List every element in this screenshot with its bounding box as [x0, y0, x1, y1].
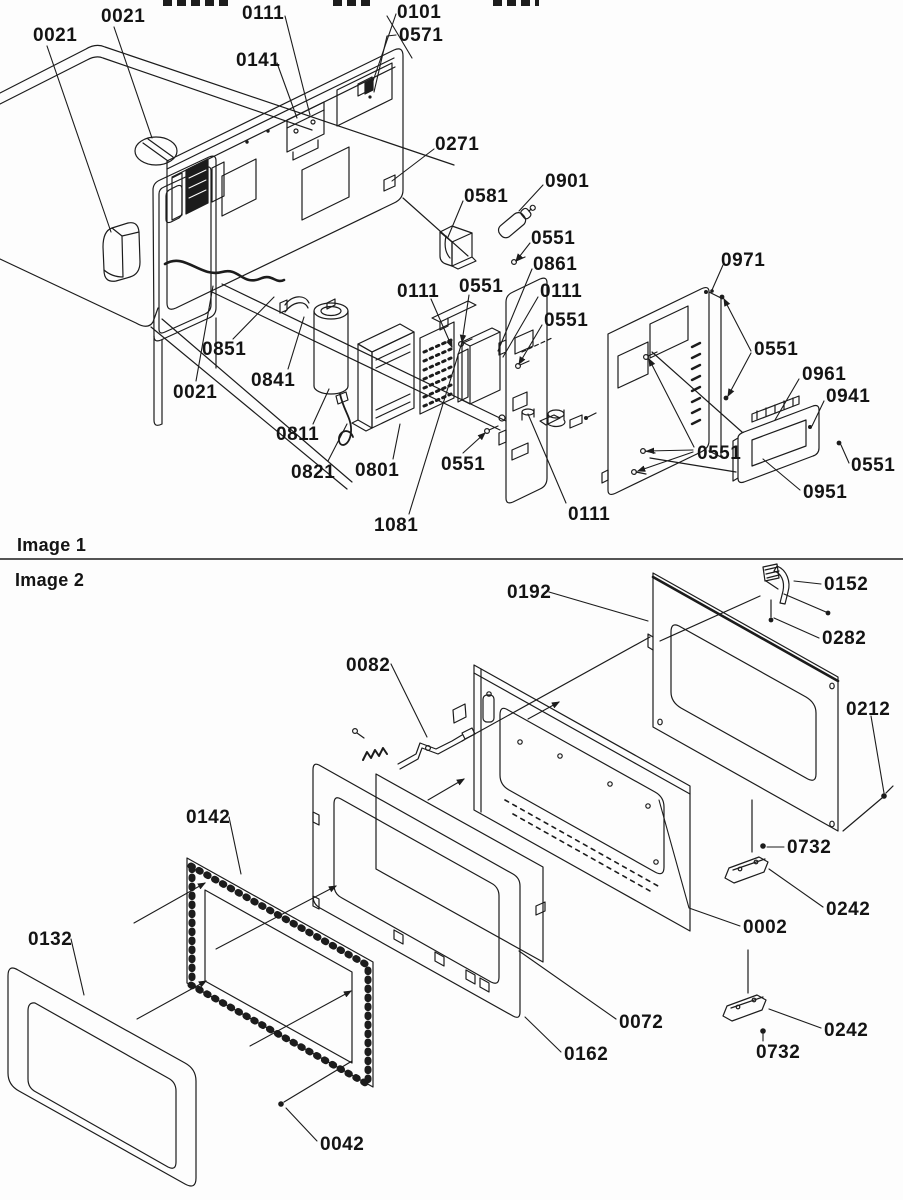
callout-0132: 0132: [28, 929, 73, 950]
spacer-blocks: [458, 328, 500, 404]
callout-0192: 0192: [507, 582, 552, 603]
callout-1081: 1081: [374, 515, 419, 536]
callout-0811: 0811: [276, 424, 320, 445]
door-frame: [453, 665, 690, 931]
callout-0111-a: 0111: [242, 3, 285, 24]
callout-0101: 0101: [397, 2, 442, 23]
callout-0551-b: 0551: [459, 276, 504, 297]
image2-artwork: [8, 564, 893, 1186]
callout-0141: 0141: [236, 50, 281, 71]
callout-0551-d: 0551: [754, 339, 799, 360]
cropped-label: [333, 0, 375, 6]
callout-0111-b: 0111: [397, 281, 440, 302]
round-foot: [135, 137, 177, 165]
outer-wrapper: [0, 45, 454, 489]
callout-0072: 0072: [619, 1012, 664, 1033]
assembly-arrows: [134, 702, 559, 1046]
callout-0162: 0162: [564, 1044, 609, 1065]
callout-0111-c: 0111: [540, 281, 583, 302]
callout-0142: 0142: [186, 807, 231, 828]
callout-0732-a: 0732: [787, 837, 832, 858]
callout-0002: 0002: [743, 917, 788, 938]
callout-0242-b: 0242: [824, 1020, 869, 1041]
callout-0021-c: 0021: [173, 382, 218, 403]
door-outer-frame: [8, 968, 196, 1186]
transformer: [352, 324, 414, 431]
thermostat-parts: [548, 410, 596, 428]
callout-0021-b: 0021: [101, 6, 146, 27]
callout-0551-a: 0551: [531, 228, 576, 249]
callout-0571: 0571: [399, 25, 444, 46]
callout-0551-f: 0551: [697, 443, 742, 464]
control-tray: [733, 396, 841, 483]
callout-0851: 0851: [202, 339, 247, 360]
back-glass-panel: [648, 573, 838, 831]
cube-foot: [103, 223, 140, 282]
latch-lever-assembly: [353, 637, 650, 769]
callout-0581: 0581: [464, 186, 509, 207]
callout-0282: 0282: [822, 628, 867, 649]
callout-0212: 0212: [846, 699, 891, 720]
wire-harness: [165, 261, 309, 313]
callout-0801: 0801: [355, 460, 400, 481]
cavity-chassis-panel: [167, 49, 509, 430]
section-title-image2: Image 2: [15, 570, 85, 590]
callout-0941: 0941: [826, 386, 871, 407]
callout-0111-d: 0111: [568, 504, 611, 525]
capacitor-wire: [336, 392, 353, 445]
tube-0841: [285, 297, 309, 312]
magnetron-block: [186, 159, 208, 214]
cropped-label: [163, 0, 232, 6]
corner-hole-0271: [384, 175, 395, 191]
callout-0951: 0951: [803, 482, 848, 503]
callout-0271: 0271: [435, 134, 480, 155]
cropped-label: [493, 0, 539, 6]
capacitor: [314, 299, 348, 394]
callout-0551-c: 0551: [544, 310, 589, 331]
callout-0082: 0082: [346, 655, 391, 676]
callout-0551-g: 0551: [851, 455, 896, 476]
callout-0732-b: 0732: [756, 1042, 801, 1063]
door-inner-panel: [313, 764, 520, 1017]
callout-0152: 0152: [824, 574, 869, 595]
section-title-image1: Image 1: [17, 535, 87, 555]
callout-0841: 0841: [251, 370, 296, 391]
callout-0242-a: 0242: [826, 899, 871, 920]
callout-0971: 0971: [721, 250, 766, 271]
callout-0901: 0901: [545, 171, 590, 192]
callout-0042: 0042: [320, 1134, 365, 1155]
callout-0861: 0861: [533, 254, 578, 275]
callout-0021-a: 0021: [33, 25, 78, 46]
callout-0551-e: 0551: [441, 454, 486, 475]
door-screen: [187, 858, 373, 1087]
callout-0961: 0961: [802, 364, 847, 385]
callout-0821: 0821: [291, 462, 336, 483]
